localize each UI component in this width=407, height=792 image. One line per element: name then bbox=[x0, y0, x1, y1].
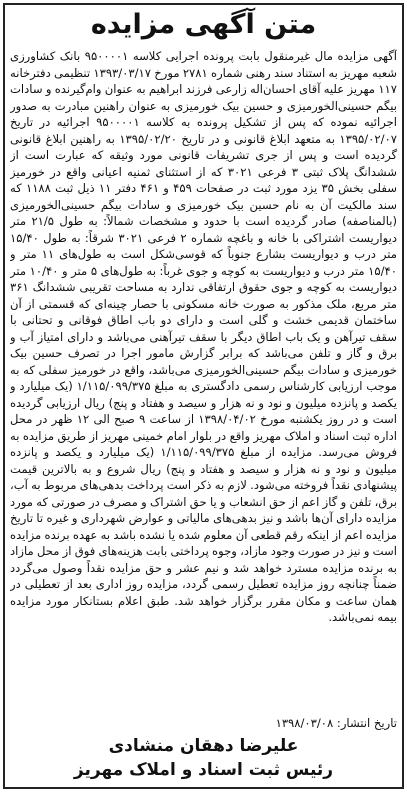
signatory-title: رئیس ثبت اسناد و املاک مهریز bbox=[73, 760, 334, 780]
signatory-name: علیرضا دهقان منشادی bbox=[108, 736, 299, 756]
publication-date: تاریخ انتشار: ۱۳۹۸/۰۳/۰۸ bbox=[275, 716, 397, 730]
notice-body-text: آگهی مزایده مال غیرمنقول بابت پرونده اجرایی کلاسه ۹۵۰۰۰۰۱ بانک کشاورزی شعبه مهریز به استناد سند رهنی شماره ۲۷۸۱ مورخ ۱۳۹۳/۰۳/۱۷ تنظیمی دفترخانه ۱۱۷ مهریز علیه آقای احسان‌اله زارعی فرزند ابراهیم به عنوان وام‌گیرنده و سادات بیگم حسینی‌الخورمیزی و حسین بیک خورمیزی به عنوان راهنین مبادرت به صدور اجرائیه نموده که پس از تشکیل پرونده به کلاسه ۹۵۰۰۰۰۱ اجرائیه در تاریخ ۱۳۹۵/۰۲/۰۷ به متعهد ابلاغ قانونی و در تاریخ ۱۳۹۵/۰۲/۲۰ به راهنین ابلاغ قانونی گردیده است و پس از جری تشریفات قانونی مورد وثیقه که عبارت است از ششدانگ پلاک ثبتی ۳ فرعی ۳۰۲۱ که از استثنای ثمنیه اعیانی واقع در خورمیز سفلی بخش ۳۵ یزد مورد ثبت در صفحات ۴۵۹ و ۴۶۱ دفتر ۱۱ ذیل ثبت ۱۱۸۸ که سند مالکیت آن به نام حسین بیک خورمیزی و سادات بیگم حسینی‌الخورمیزی (بالمناصفه) صادر گردیده است با حدود و مشخصات شمالاً: به طول ۲۱/۵ متر دیواریست اشتراکی با خانه و باغچه شماره ۲ فرعی ۳۰۲۱ شرقاً: به طول ۱۵/۴۰ متر درب و دیواریست بشارع جنوباً که قوسی‌شکل است به طول‌های ۱۱ متر و ۱۵/۴۰ متر درب و دیواریست به کوچه و جوی غرباً: به طول‌های ۵ متر و ۱۰/۴۰ متر دیواریست به کوچه و جوی حقوق ارتفاقی ندارد به مساحت تقریبی ششدانگ ۳۶۱ متر مربع، ملک مذکور به صورت خانه مسکونی با حصار چینه‌ای که قسمتی از آن ساختمان قدیمی خشت و گلی است و دارای دو باب اطاق فوقانی و تحتانی با سقف تیرآهن و یک باب اطاق دیگر با سقف تیرآهنی می‌باشد و دارای امتیاز آب و برق و گاز و تلفن می‌باشد که برابر گزارش مامور اجرا در تصرف حسین بیک خورمیزی و سادات بیگم حسینی‌الخورمیزی می‌باشد، واقع در خورمیز سفلی که به موجب ارزیابی کارشناس رسمی دادگستری به مبلغ ۱/۱۱۵/۰۹۹/۳۷۵ (یک میلیارد و یکصد و پانزده میلیون و نود و نه هزار و سیصد و هفتاد و پنج) ریال ارزیابی گردیده است و در روز یکشنبه مورخ ۱۳۹۸/۰۴/۰۲ از ساعت ۹ صبح الی ۱۲ ظهر در محل اداره ثبت اسناد و املاک مهریز واقع در بلوار امام خمینی مهریز از طریق مزایده به فروش می‌رسد. مزایده از مبلغ ۱/۱۱۵/۰۹۹/۳۷۵ (یک میلیارد و یکصد و پانزده میلیون و نود و نه هزار و سیصد و هفتاد و پنج) ریال شروع و به بالاترین قیمت پیشنهادی نقداً فروخته می‌شود. لازم به ذکر است پرداخت بدهی‌های مربوط به آب، برق، تلفن و گاز اعم از حق انشعاب و یا حق اشتراک و مصرف در صورتی که مورد مزایده دارای آن‌ها باشد و نیز بدهی‌های مالیاتی و عوارض شهرداری و غیره تا تاریخ مزایده اعم از اینکه رقم قطعی آن معلوم شده یا نشده باشد به عهده برنده مزایده است و نیز در صورت وجود مازاد، وجوه پرداختی بابت هزینه‌های فوق از محل مازاد به برنده مزایده مسترد خواهد شد و نیم عشر و حق مزایده نقداً وصول می‌گردد ضمناً چنانچه روز مزایده تعطیل رسمی گردد، مزایده روز اداری بعد از تعطیلی در همان ساعت و مکان مقرر برگزار خواهد شد. طبق اعلام بستانکار مورد مزایده بیمه نمی‌باشد. bbox=[10, 49, 397, 624]
notice-title: متن آگهی مزایده bbox=[90, 9, 317, 40]
